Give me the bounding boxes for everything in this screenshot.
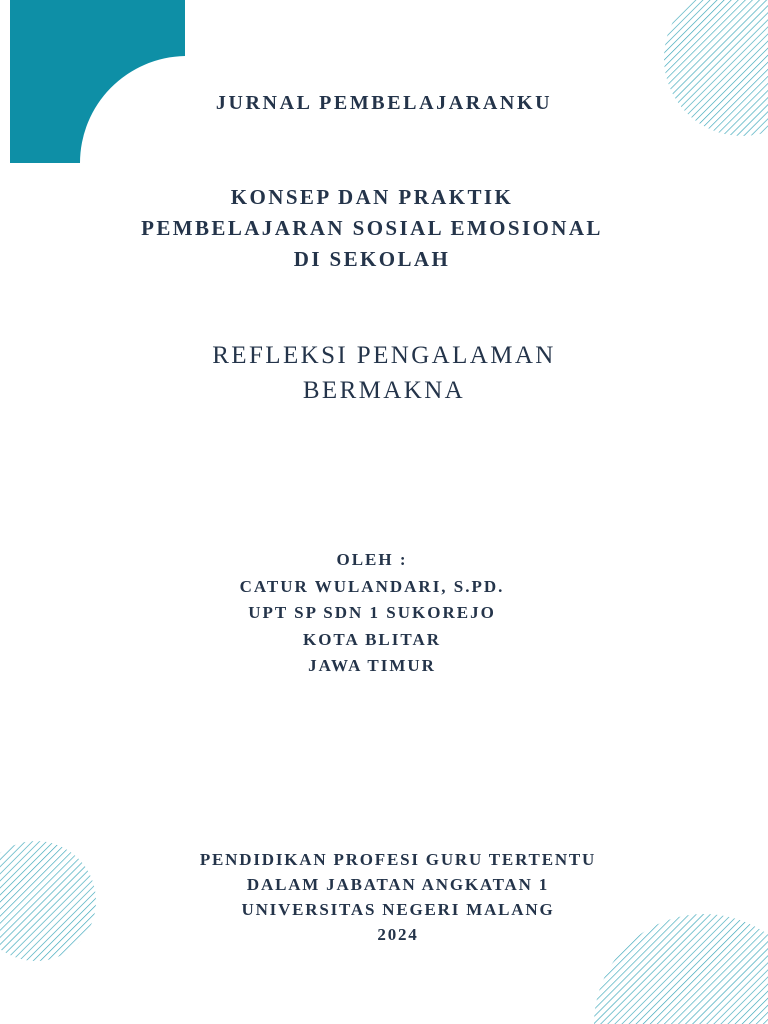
author-province: JAWA TIMUR [308, 656, 436, 675]
by-label: OLEH : [336, 550, 408, 569]
topic-line-2: PEMBELAJARAN SOSIAL EMOSIONAL [141, 216, 603, 240]
program-block [0, 847, 768, 947]
reflection-heading [0, 338, 768, 408]
journal-title [0, 92, 768, 115]
university-name: UNIVERSITAS NEGERI MALANG [241, 900, 555, 919]
author-city: KOTA BLITAR [302, 629, 442, 649]
reflection-line-2: BERMAKNA [302, 377, 466, 404]
topic-line-1: KONSEP DAN PRAKTIK [230, 185, 514, 209]
topic-heading [0, 182, 744, 275]
journal-title-text: JURNAL PEMBELAJARANKU [215, 92, 553, 114]
corner-block-decoration [0, 0, 200, 170]
topic-line-3: DI SEKOLAH [293, 247, 451, 271]
author-block [0, 547, 744, 680]
author-name: CATUR WULANDARI, S.PD. [239, 576, 505, 596]
program-year: 2024 [377, 925, 419, 944]
reflection-line-1: REFLEKSI PENGALAMAN [212, 342, 556, 369]
author-school: UPT SP SDN 1 SUKOREJO [248, 603, 496, 622]
hatched-circle-top-right [660, 0, 768, 140]
program-line-2: DALAM JABATAN ANGKATAN 1 [246, 875, 550, 894]
program-line-1: PENDIDIKAN PROFESI GURU TERTENTU [199, 850, 597, 869]
